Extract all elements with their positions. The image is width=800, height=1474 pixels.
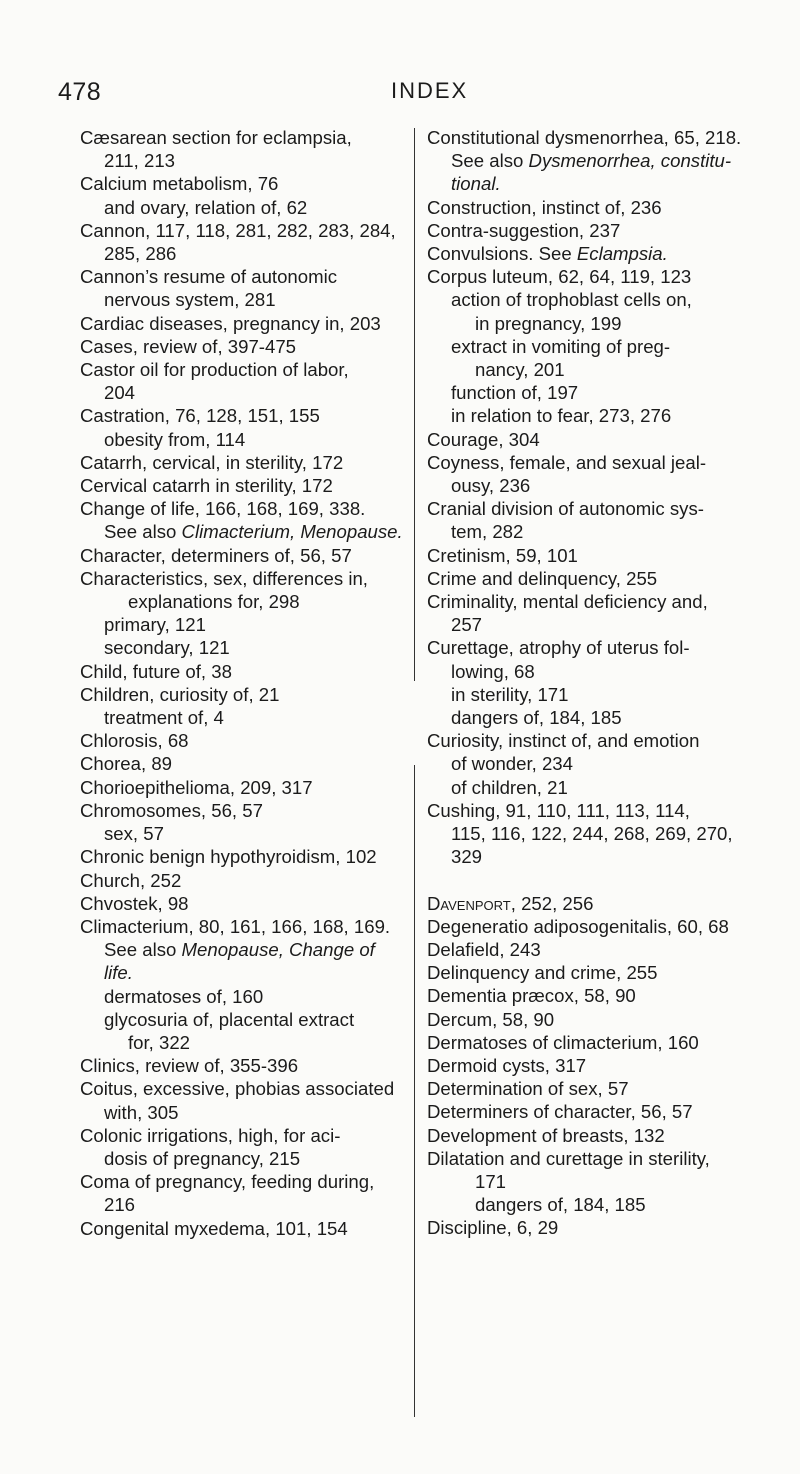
index-heading <box>427 729 759 752</box>
heading-text: Chromosomes, 56, 57 <box>80 799 263 821</box>
index-heading <box>427 915 759 938</box>
index-entry <box>80 752 404 775</box>
index-heading <box>80 845 404 868</box>
heading-text: Dementia præcox, 58, 90 <box>427 985 636 1007</box>
index-heading <box>80 404 404 427</box>
index-entry <box>427 265 759 288</box>
index-heading <box>80 451 404 474</box>
index-heading <box>427 196 759 219</box>
index-entry <box>427 196 759 219</box>
index-heading <box>427 961 759 984</box>
index-entry <box>427 590 759 636</box>
index-entry <box>427 1054 759 1077</box>
index-heading <box>80 1077 404 1100</box>
index-line: in relation to fear, 273, 276 <box>451 405 672 427</box>
index-entry <box>427 961 759 984</box>
index-entry <box>80 706 404 729</box>
heading-text: Climacterium, 80, 161, 166, 168, 169. <box>80 915 391 937</box>
index-heading <box>80 358 404 381</box>
index-entry <box>80 544 404 567</box>
index-line: in sterility, 171 <box>451 683 569 705</box>
see-also <box>80 520 404 543</box>
index-entry <box>80 1008 404 1054</box>
index-line: sex, 57 <box>104 823 164 845</box>
index-entry <box>80 1054 404 1077</box>
heading-text: Convulsions. See <box>427 243 577 265</box>
cross-reference: Climacterium, Menopause. <box>181 521 403 543</box>
index-entry <box>427 126 759 196</box>
index-heading <box>427 567 759 590</box>
section-gap <box>427 869 759 892</box>
small-caps-name: Davenport <box>427 892 511 914</box>
heading-text: Discipline, 6, 29 <box>427 1217 559 1239</box>
index-entry <box>427 288 759 334</box>
index-heading <box>427 428 759 451</box>
index-entry <box>80 822 404 845</box>
index-entry <box>427 497 759 543</box>
heading-text: Cannon’s resume of autonomic <box>80 266 338 288</box>
heading-text: Cannon, 117, 118, 281, 282, 283, 284, <box>80 219 396 241</box>
index-heading <box>427 1031 759 1054</box>
index-entry <box>427 1216 759 1239</box>
index-heading <box>427 1147 759 1170</box>
heading-text: Dermatoses of climacterium, 160 <box>427 1031 699 1053</box>
heading-text: Curiosity, instinct of, and emotion <box>427 730 700 752</box>
index-entry <box>427 1147 759 1193</box>
index-entry <box>427 219 759 242</box>
index-entry <box>80 636 404 659</box>
heading-text: Degeneratio adiposogenitalis, 60, 68 <box>427 915 729 937</box>
index-heading <box>427 1008 759 1031</box>
index-heading <box>80 126 404 149</box>
index-entry <box>80 312 404 335</box>
index-heading <box>80 1217 404 1240</box>
heading-text: Character, determiners of, 56, 57 <box>80 544 352 566</box>
cross-reference: Menopause, Change of <box>181 939 375 961</box>
index-heading <box>427 1077 759 1100</box>
index-entry <box>80 915 404 985</box>
index-heading <box>427 938 759 961</box>
heading-text: Delinquency and crime, 255 <box>427 962 658 984</box>
index-heading <box>427 984 759 1007</box>
index-heading <box>427 544 759 567</box>
heading-text: Castor oil for production of labor, <box>80 359 349 381</box>
index-entry <box>80 799 404 822</box>
heading-text: Children, curiosity of, 21 <box>80 683 280 705</box>
index-line: 216 <box>104 1194 136 1216</box>
index-entry <box>80 497 404 543</box>
index-heading <box>427 1216 759 1239</box>
heading-text: Dilatation and curettage in sterility, <box>427 1147 710 1169</box>
see-also-label: See also <box>451 150 529 172</box>
index-line: extract in vomiting of preg- <box>451 335 671 357</box>
index-entry <box>427 776 759 799</box>
index-entry <box>427 335 759 381</box>
index-heading <box>427 126 759 149</box>
heading-text: , 252, 256 <box>510 892 594 914</box>
index-line: of children, 21 <box>451 776 568 798</box>
index-entry <box>80 613 404 636</box>
see-also-label: See also <box>104 521 182 543</box>
index-entry <box>80 1217 404 1240</box>
index-line: life. <box>104 962 133 984</box>
heading-text: Coitus, excessive, phobias associated <box>80 1078 395 1100</box>
index-entry <box>80 451 404 474</box>
heading-text: Cushing, 91, 110, 111, 113, 114, <box>427 799 690 821</box>
heading-text: Cardiac diseases, pregnancy in, 203 <box>80 312 381 334</box>
index-heading <box>427 590 759 613</box>
index-heading <box>427 1100 759 1123</box>
heading-text: Constitutional dysmenorrhea, 65, 218. <box>427 127 742 148</box>
index-heading <box>80 265 404 288</box>
index-line: tional. <box>451 173 501 195</box>
index-entry <box>427 1124 759 1147</box>
index-entry <box>80 474 404 497</box>
index-entry <box>427 706 759 729</box>
index-entry <box>427 892 759 915</box>
heading-text: Coma of pregnancy, feeding during, <box>80 1171 375 1193</box>
heading-text: Coyness, female, and sexual jeal- <box>427 451 707 473</box>
index-line: dangers of, 184, 185 <box>475 1194 646 1216</box>
heading-text: Courage, 304 <box>427 428 540 450</box>
index-heading <box>80 660 404 683</box>
index-line: 329 <box>451 846 483 868</box>
index-entry <box>427 404 759 427</box>
heading-text: Curettage, atrophy of uterus fol- <box>427 637 690 659</box>
heading-text: Cervical catarrh in sterility, 172 <box>80 475 333 497</box>
index-entry <box>80 729 404 752</box>
heading-text: Determiners of character, 56, 57 <box>427 1101 693 1123</box>
index-line: action of trophoblast cells on, <box>451 289 692 311</box>
see-also <box>427 149 759 172</box>
index-entry <box>80 358 404 404</box>
index-heading <box>427 242 759 265</box>
heading-text: Cretinism, 59, 101 <box>427 544 578 566</box>
heading-text: Dercum, 58, 90 <box>427 1008 555 1030</box>
index-entry <box>427 544 759 567</box>
index-line: nervous system, 281 <box>104 289 276 311</box>
index-entry <box>80 1170 404 1216</box>
index-entry <box>80 265 404 311</box>
index-entry <box>80 335 404 358</box>
index-heading <box>427 219 759 242</box>
index-heading <box>80 312 404 335</box>
page-header <box>0 78 800 114</box>
index-entry <box>80 1124 404 1170</box>
index-line: of wonder, 234 <box>451 753 573 775</box>
heading-text: Congenital myxedema, 101, 154 <box>80 1217 348 1239</box>
heading-text: Change of life, 166, 168, 169, 338. <box>80 498 366 520</box>
index-line: nancy, 201 <box>475 359 565 381</box>
index-heading <box>427 497 759 520</box>
index-entry <box>427 636 759 682</box>
heading-text: Clinics, review of, 355-396 <box>80 1055 299 1077</box>
heading-text: Corpus luteum, 62, 64, 119, 123 <box>427 266 692 288</box>
page-number: 478 <box>58 78 102 106</box>
see-also <box>80 938 404 961</box>
heading-text: Catarrh, cervical, in sterility, 172 <box>80 451 344 473</box>
index-entry <box>80 172 404 195</box>
heading-text: Dermoid cysts, 317 <box>427 1054 587 1076</box>
heading-text: Castration, 76, 128, 151, 155 <box>80 405 320 427</box>
index-heading <box>427 799 759 822</box>
heading-text: Chlorosis, 68 <box>80 730 189 752</box>
index-line: for, 322 <box>128 1031 191 1053</box>
heading-text: Church, 252 <box>80 869 182 891</box>
index-entry <box>80 126 404 172</box>
index-line: dosis of pregnancy, 215 <box>104 1147 301 1169</box>
index-heading <box>80 776 404 799</box>
index-line: treatment of, 4 <box>104 707 224 729</box>
index-entry <box>80 776 404 799</box>
heading-text: Child, future of, 38 <box>80 660 232 682</box>
heading-text: Colonic irrigations, high, for aci- <box>80 1124 341 1146</box>
index-entry <box>427 242 759 265</box>
index-entry <box>427 915 759 938</box>
index-heading <box>80 219 404 242</box>
index-heading <box>80 752 404 775</box>
index-line: dangers of, 184, 185 <box>451 707 622 729</box>
index-heading <box>427 265 759 288</box>
index-line: glycosuria of, placental extract <box>104 1008 355 1030</box>
index-line: lowing, 68 <box>451 660 535 682</box>
index-heading <box>427 1124 759 1147</box>
heading-text: Calcium metabolism, 76 <box>80 173 279 195</box>
index-entry <box>427 683 759 706</box>
index-line: 211, 213 <box>104 150 175 172</box>
index-line: ousy, 236 <box>451 475 531 497</box>
index-entry <box>80 219 404 265</box>
index-line: 171 <box>475 1170 507 1192</box>
index-entry <box>427 381 759 404</box>
heading-text: Contra-suggestion, 237 <box>427 219 621 241</box>
index-line: and ovary, relation of, 62 <box>104 196 308 218</box>
index-heading <box>80 729 404 752</box>
index-entry <box>80 869 404 892</box>
index-entry <box>80 428 404 451</box>
index-line: 257 <box>451 614 483 636</box>
index-column-right <box>427 126 759 1240</box>
heading-text: Delafield, 243 <box>427 938 541 960</box>
index-heading <box>80 567 404 590</box>
heading-text: Determination of sex, 57 <box>427 1078 629 1100</box>
index-heading <box>80 915 404 938</box>
index-heading <box>80 683 404 706</box>
heading-text: Cases, review of, 397-475 <box>80 335 297 357</box>
index-entry <box>80 660 404 683</box>
running-title: INDEX <box>391 78 469 103</box>
index-heading <box>427 1054 759 1077</box>
index-entry <box>427 1031 759 1054</box>
index-entry <box>427 1077 759 1100</box>
index-entry <box>427 799 759 869</box>
index-entry <box>80 845 404 868</box>
index-line: 285, 286 <box>104 243 177 265</box>
index-entry <box>427 1193 759 1216</box>
index-line: explanations for, 298 <box>128 591 300 613</box>
index-entry <box>80 985 404 1008</box>
index-entry <box>427 1100 759 1123</box>
index-heading <box>427 451 759 474</box>
index-entry <box>427 938 759 961</box>
index-entry <box>427 1008 759 1031</box>
index-heading <box>80 497 404 520</box>
heading-text: Chronic benign hypothyroidism, 102 <box>80 846 377 868</box>
heading-text: Cæsarean section for eclampsia, <box>80 127 352 148</box>
index-heading <box>80 1170 404 1193</box>
heading-text: Construction, instinct of, 236 <box>427 196 662 218</box>
index-entry <box>427 567 759 590</box>
index-line: dermatoses of, 160 <box>104 985 264 1007</box>
index-line: 115, 116, 122, 244, 268, 269, 270, <box>451 823 733 845</box>
see-also-label: See also <box>104 939 182 961</box>
heading-text: Development of breasts, 132 <box>427 1124 665 1146</box>
index-line: obesity from, 114 <box>104 428 246 450</box>
index-entry <box>80 404 404 427</box>
index-heading <box>80 474 404 497</box>
heading-text: Cranial division of autonomic sys- <box>427 498 704 520</box>
index-line: 204 <box>104 382 136 404</box>
index-line: secondary, 121 <box>104 637 230 659</box>
heading-text: Crime and delinquency, 255 <box>427 567 658 589</box>
heading-text: Chorioepithelioma, 209, 317 <box>80 776 313 798</box>
index-heading <box>80 799 404 822</box>
index-heading <box>427 892 759 915</box>
index-line: with, 305 <box>104 1101 179 1123</box>
cross-reference: Eclampsia. <box>576 243 668 265</box>
heading-text: Chvostek, 98 <box>80 892 189 914</box>
index-line: function of, 197 <box>451 382 579 404</box>
heading-text: Criminality, mental deficiency and, <box>427 591 708 613</box>
index-entry <box>80 567 404 613</box>
heading-text: Chorea, 89 <box>80 753 172 775</box>
index-line: tem, 282 <box>451 521 524 543</box>
index-entry <box>80 1077 404 1123</box>
index-entry <box>427 729 759 775</box>
index-heading <box>80 544 404 567</box>
index-heading <box>80 1054 404 1077</box>
index-heading <box>80 1124 404 1147</box>
index-entry <box>80 683 404 706</box>
index-heading <box>80 335 404 358</box>
index-entry <box>80 892 404 915</box>
index-line: in pregnancy, 199 <box>475 312 622 334</box>
index-entry <box>80 196 404 219</box>
index-line: primary, 121 <box>104 614 206 636</box>
column-divider-bottom <box>414 765 415 1417</box>
cross-reference: Dysmenorrhea, constitu- <box>528 150 732 172</box>
index-entry <box>427 984 759 1007</box>
column-divider-top <box>414 128 415 681</box>
index-column-left <box>80 126 404 1240</box>
index-heading <box>80 869 404 892</box>
index-heading <box>427 636 759 659</box>
index-entry <box>427 428 759 451</box>
heading-text: Characteristics, sex, differences in, <box>80 567 368 589</box>
index-entry <box>427 451 759 497</box>
index-heading <box>80 172 404 195</box>
index-heading <box>80 892 404 915</box>
